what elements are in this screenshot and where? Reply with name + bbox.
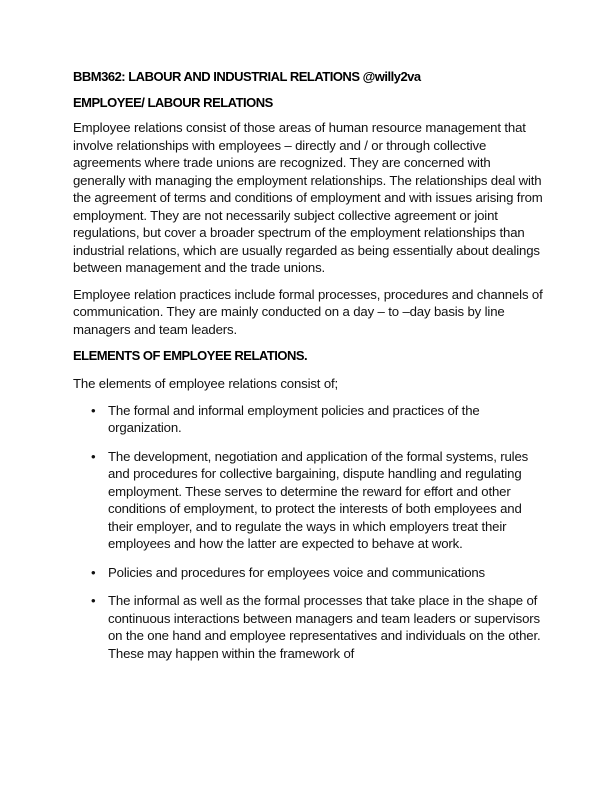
list-item-text: The development, negotiation and application of the formal systems, rules and procedures for collective bargaining, dispute handling and regulating employment. These serves to determine the reward for effort and other conditions of employment, to protect the interests of both employees and their employer, and to regulate the ways in which employers treat their employees and how the latter are expected to behave at work. xyxy=(108,448,529,551)
bullet-icon: • xyxy=(91,564,96,580)
list-item xyxy=(73,448,543,553)
bullet-icon: • xyxy=(91,593,96,608)
section-heading-employee-relations: EMPLOYEE/ LABOUR RELATIONS xyxy=(73,95,273,110)
list-item xyxy=(73,564,543,582)
paragraph-employee-relations-definition: Employee relations consist of those areas of human resource management that involve relationships with employees – directly and / or through collective agreements where trade unions are recognized. They are concerned with generally with managing the employment relationships. The relationships deal with the agreement of terms and conditions of employment and with issues arising from employment. They are not necessarily subject collective agreement or joint regulations, but cover a broader spectrum of the employment relationships than industrial relations, which are usually regarded as being essentially about dealings between management and the trade unions. xyxy=(73,120,543,275)
list-item xyxy=(73,402,543,437)
list-item-text: The formal and informal employment policies and practices of the organization. xyxy=(108,402,480,435)
page-content xyxy=(73,68,543,673)
elements-intro: The elements of employee relations consist of; xyxy=(73,376,339,391)
list-item xyxy=(73,592,543,662)
bullet-icon: • xyxy=(91,448,96,464)
list-item-text: Policies and procedures for employees voice and communications xyxy=(108,564,486,580)
elements-list xyxy=(73,402,543,663)
document-title: BBM362: LABOUR AND INDUSTRIAL RELATIONS @willy2va xyxy=(73,69,421,84)
section-heading-elements: ELEMENTS OF EMPLOYEE RELATIONS. xyxy=(73,348,308,363)
paragraph-employee-relations-practices: Employee relation practices include formal processes, procedures and channels of communication. They are mainly conducted on a day – to –day basis by line managers and team leaders. xyxy=(73,286,543,337)
list-item-text: The informal as well as the formal processes that take place in the shape of continuous interactions between managers and team leaders or supervisors on the one hand and employee representatives and individuals on the other. These may happen within the framework of xyxy=(108,593,541,661)
bullet-icon: • xyxy=(91,402,96,418)
